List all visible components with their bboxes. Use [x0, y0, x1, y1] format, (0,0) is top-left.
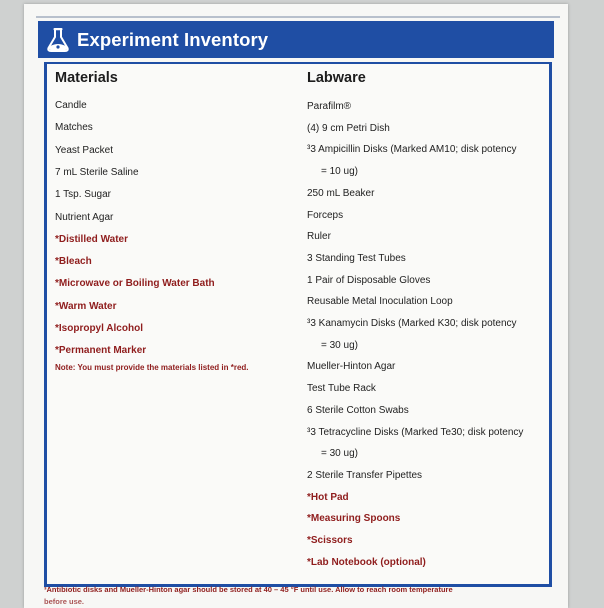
- labware-item: = 30 ug): [321, 339, 358, 351]
- labware-item: 250 mL Beaker: [307, 187, 375, 199]
- materials-item: *Permanent Marker: [55, 345, 147, 357]
- labware-item: Reusable Metal Inoculation Loop: [307, 296, 453, 308]
- labware-item: Forceps: [307, 209, 344, 221]
- labware-item: Parafilm®: [307, 101, 352, 112]
- materials-item: Candle: [55, 100, 87, 111]
- inventory-box: [44, 62, 552, 587]
- labware-item: Ruler: [307, 231, 331, 243]
- labware-heading: Labware: [307, 70, 366, 86]
- labware-item: Test Tube Rack: [307, 383, 376, 395]
- labware-item: *Hot Pad: [307, 491, 349, 503]
- labware-item: *Lab Notebook (optional): [307, 556, 426, 568]
- materials-heading: Materials: [55, 70, 118, 86]
- labware-item: 6 Sterile Cotton Swabs: [307, 404, 409, 416]
- title-bar: [38, 21, 554, 58]
- labware-item: *Measuring Spoons: [307, 513, 401, 525]
- materials-note: Note: You must provide the materials listed in *red.: [55, 363, 249, 372]
- materials-item: *Isopropyl Alcohol: [55, 323, 143, 334]
- labware-item: ³3 Tetracycline Disks (Marked Te30; disk potency: [307, 426, 524, 438]
- materials-item: *Microwave or Boiling Water Bath: [55, 278, 215, 290]
- labware-item: 1 Pair of Disposable Gloves: [307, 274, 431, 286]
- inventory-page: [24, 4, 568, 608]
- labware-item: ³3 Kanamycin Disks (Marked K30; disk potency: [307, 318, 517, 329]
- labware-item: (4) 9 cm Petri Dish: [307, 122, 390, 134]
- labware-item: *Scissors: [307, 535, 353, 546]
- materials-item: Matches: [55, 122, 93, 134]
- footnote-line-1: ³Antibiotic disks and Mueller-Hinton agar should be stored at 40 – 45 °F until use. Allow to reach room temperature: [44, 585, 453, 594]
- materials-item: Nutrient Agar: [55, 211, 114, 223]
- labware-item: = 10 ug): [321, 166, 358, 178]
- materials-item: 7 mL Sterile Saline: [55, 166, 139, 178]
- storage-footnote: [44, 584, 552, 608]
- labware-item: 3 Standing Test Tubes: [307, 252, 406, 264]
- footnote-line-2: before use.: [44, 597, 85, 606]
- labware-item: 2 Sterile Transfer Pipettes: [307, 469, 423, 481]
- page-title: Experiment Inventory: [77, 28, 269, 50]
- materials-item: *Distilled Water: [55, 233, 128, 245]
- labware-item: = 30 ug): [321, 448, 358, 460]
- materials-item: *Bleach: [55, 256, 92, 268]
- top-rule: [36, 16, 560, 18]
- materials-item: *Warm Water: [55, 300, 117, 312]
- flask-icon: [44, 26, 72, 54]
- labware-item: ³3 Ampicillin Disks (Marked AM10; disk potency: [307, 144, 517, 156]
- labware-item: Mueller-Hinton Agar: [307, 361, 396, 373]
- materials-item: Yeast Packet: [55, 144, 114, 156]
- materials-item: 1 Tsp. Sugar: [55, 189, 111, 201]
